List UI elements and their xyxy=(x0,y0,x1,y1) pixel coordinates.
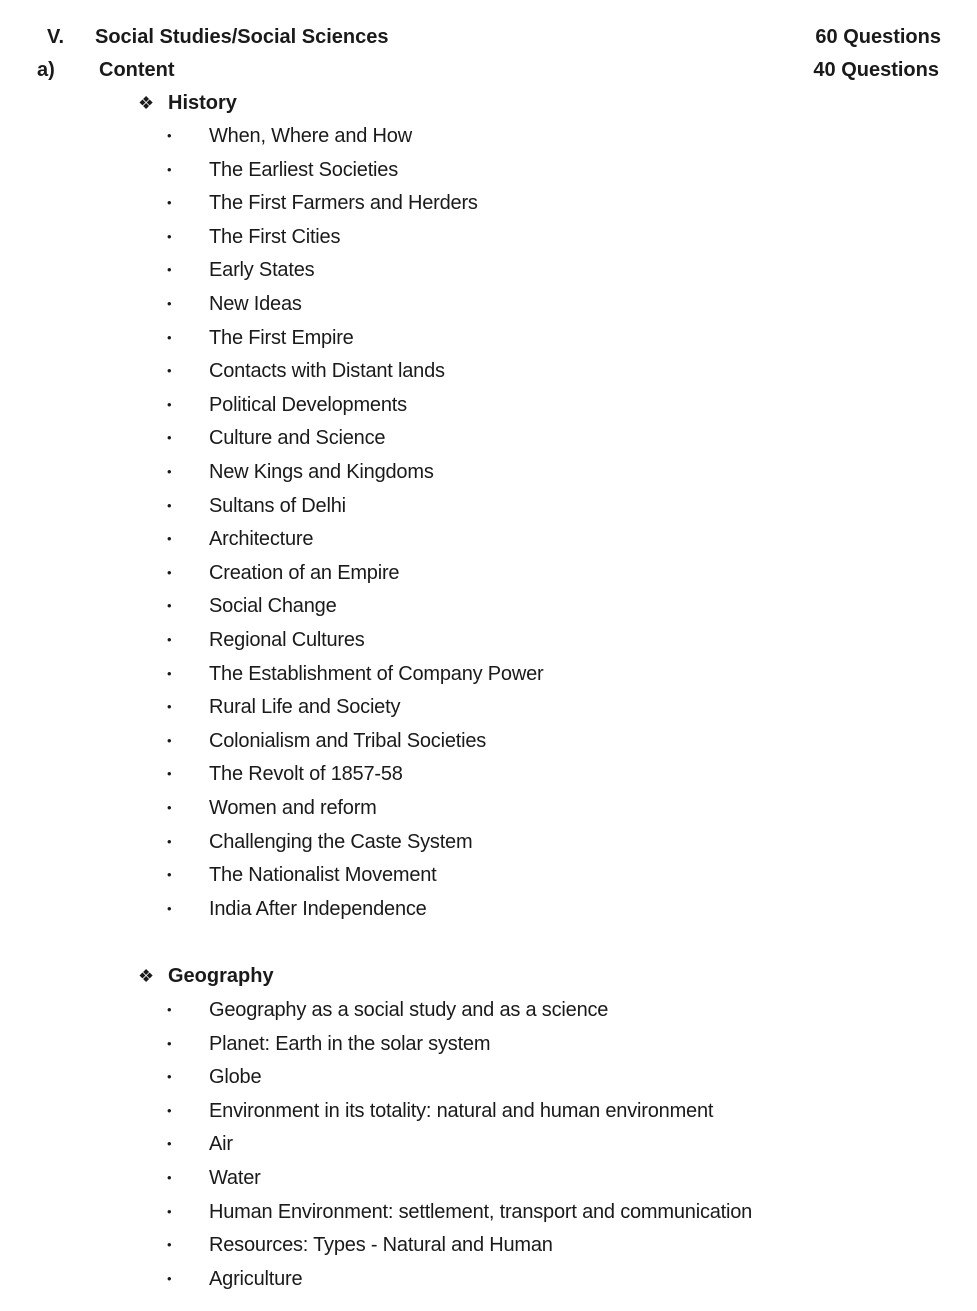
bullet-icon: • xyxy=(167,632,172,647)
bullet-icon: • xyxy=(167,1237,172,1253)
bullet-icon: • xyxy=(167,732,172,748)
history-topic-item: Architecture xyxy=(209,528,314,551)
history-topic-item: Culture and Science xyxy=(209,427,386,450)
geography-topic-item: Planet: Earth in the solar system xyxy=(209,1032,491,1055)
geography-topic-item: Globe xyxy=(209,1066,262,1089)
bullet-icon: • xyxy=(167,900,172,916)
bullet-icon: • xyxy=(167,867,172,883)
section-question-count: 60 Questions xyxy=(815,26,941,48)
bullet-icon: • xyxy=(167,531,172,547)
history-topic-item: The Revolt of 1857-58 xyxy=(209,763,403,786)
history-topic-item: The Nationalist Movement xyxy=(209,864,437,887)
history-topic-item: Women and reform xyxy=(209,797,377,819)
history-topic-item: India After Independence xyxy=(209,897,427,920)
bullet-icon: • xyxy=(167,1035,172,1051)
bullet-icon: • xyxy=(167,1069,172,1085)
history-topic-item: Social Change xyxy=(209,595,337,618)
history-topic-item: New Ideas xyxy=(209,293,302,315)
bullet-icon: • xyxy=(167,497,172,513)
bullet-icon: • xyxy=(167,1270,172,1286)
history-topic-item: Political Developments xyxy=(209,393,407,416)
subsection-question-count: 40 Questions xyxy=(813,59,939,81)
history-topic-item: Creation of an Empire xyxy=(209,561,400,584)
subsection-label: a) xyxy=(37,59,55,81)
history-topic-item: Colonialism and Tribal Societies xyxy=(209,729,487,752)
bullet-icon: • xyxy=(167,699,172,715)
history-topic-item: The First Farmers and Herders xyxy=(209,192,478,215)
history-topic-item: Rural Life and Society xyxy=(209,696,401,719)
geography-topic-item: Water xyxy=(209,1167,261,1189)
geography-heading: Geography xyxy=(168,965,274,987)
bullet-icon: • xyxy=(167,1203,172,1219)
geography-topic-item: Air xyxy=(209,1133,233,1156)
history-topic-item: New Kings and Kingdoms xyxy=(209,461,434,483)
section-number: V. xyxy=(47,26,65,48)
bullet-icon: • xyxy=(167,296,172,311)
history-topic-item: Challenging the Caste System xyxy=(209,830,473,853)
geography-topic-item: Human Environment: settlement, transport and communication xyxy=(209,1200,753,1223)
history-topic-item: The First Cities xyxy=(209,225,341,248)
geography-topic-item: Geography as a social study and as a science xyxy=(209,999,609,1021)
bullet-icon: • xyxy=(167,262,172,278)
bullet-icon: • xyxy=(167,161,172,177)
bullet-icon: • xyxy=(167,329,172,345)
history-topic-item: Early States xyxy=(209,259,315,282)
bullet-icon: • xyxy=(167,363,172,379)
bullet-icon: • xyxy=(167,665,172,681)
bullet-icon: • xyxy=(167,396,172,412)
geography-topic-item: Resources: Types - Natural and Human xyxy=(209,1234,553,1257)
diamond-bullet-icon: ❖ xyxy=(138,93,155,113)
bullet-icon: • xyxy=(167,833,172,849)
subsection-title: Content xyxy=(99,59,175,81)
history-topic-item: The Establishment of Company Power xyxy=(209,662,544,685)
bullet-icon: • xyxy=(167,430,172,446)
geography-topic-item: Environment in its totality: natural and human environment xyxy=(209,1099,714,1122)
history-topic-item: Contacts with Distant lands xyxy=(209,360,445,383)
bullet-icon: • xyxy=(167,1102,172,1118)
bullet-icon: • xyxy=(167,464,172,479)
bullet-icon: • xyxy=(167,800,172,815)
geography-topic-item: Agriculture xyxy=(209,1267,303,1290)
bullet-icon: • xyxy=(167,598,172,614)
diamond-bullet-icon: ❖ xyxy=(138,966,155,986)
bullet-icon: • xyxy=(167,766,172,782)
history-topic-item: The Earliest Societies xyxy=(209,158,399,181)
history-heading: History xyxy=(168,92,237,114)
bullet-icon: • xyxy=(167,128,172,143)
section-title: Social Studies/Social Sciences xyxy=(95,26,389,48)
history-topic-item: Sultans of Delhi xyxy=(209,494,346,517)
bullet-icon: • xyxy=(167,1136,172,1152)
history-topic-item: When, Where and How xyxy=(209,125,412,147)
history-topic-item: Regional Cultures xyxy=(209,629,365,651)
bullet-icon: • xyxy=(167,228,172,244)
bullet-icon: • xyxy=(167,564,172,580)
bullet-icon: • xyxy=(167,1170,172,1185)
bullet-icon: • xyxy=(167,195,172,211)
history-topic-item: The First Empire xyxy=(209,326,354,349)
bullet-icon: • xyxy=(167,1002,172,1017)
